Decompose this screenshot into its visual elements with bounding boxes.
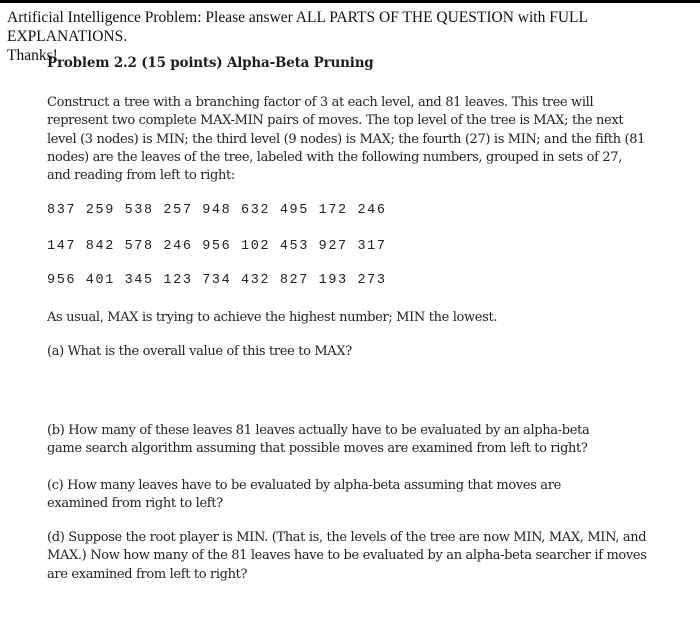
problem-title: Problem 2.2 (15 points) Alpha-Beta Pruning [47, 55, 374, 71]
leaf-values-row-1: 837 259 538 257 948 632 495 172 246 [47, 203, 387, 218]
question-a: (a) What is the overall value of this tree to MAX? [47, 344, 352, 359]
intro-line-2: Thanks! [7, 47, 58, 64]
leaf-values-row-3: 956 401 345 123 734 432 827 193 273 [47, 273, 387, 288]
leaf-values-row-2: 147 842 578 246 956 102 453 927 317 [47, 239, 387, 254]
max-min-note: As usual, MAX is trying to achieve the highest number; MIN the lowest. [47, 310, 498, 325]
question-d: (d) Suppose the root player is MIN. (That is, the levels of the tree are now MIN, MAX, MIN, and MAX.) Now how many of the 81 leaves have to be evaluated by an alpha-beta searcher if moves are examined from left to right? [47, 530, 647, 582]
intro-line-1: Artificial Intelligence Problem: Please answer ALL PARTS OF THE QUESTION with FULL EXPLANATIONS. [7, 9, 588, 45]
problem-description: Construct a tree with a branching factor of 3 at each level, and 81 leaves. This tree will represent two complete MAX-MIN pairs of moves. The top level of the tree is MAX; the next level (3 nodes) is MIN; the third level (9 nodes) is MAX; the fourth (27) is MIN; and the fifth (81 nodes) are the leaves of the tree, labeled with the following numbers, grouped in sets of 27, and reading from left to right: [47, 95, 646, 184]
top-divider [0, 0, 700, 3]
question-b: (b) How many of these leaves 81 leaves actually have to be evaluated by an alpha-beta game search algorithm assuming that possible moves are examined from left to right? [47, 423, 590, 457]
question-c: (c) How many leaves have to be evaluated by alpha-beta assuming that moves are examined from right to left? [47, 478, 561, 512]
